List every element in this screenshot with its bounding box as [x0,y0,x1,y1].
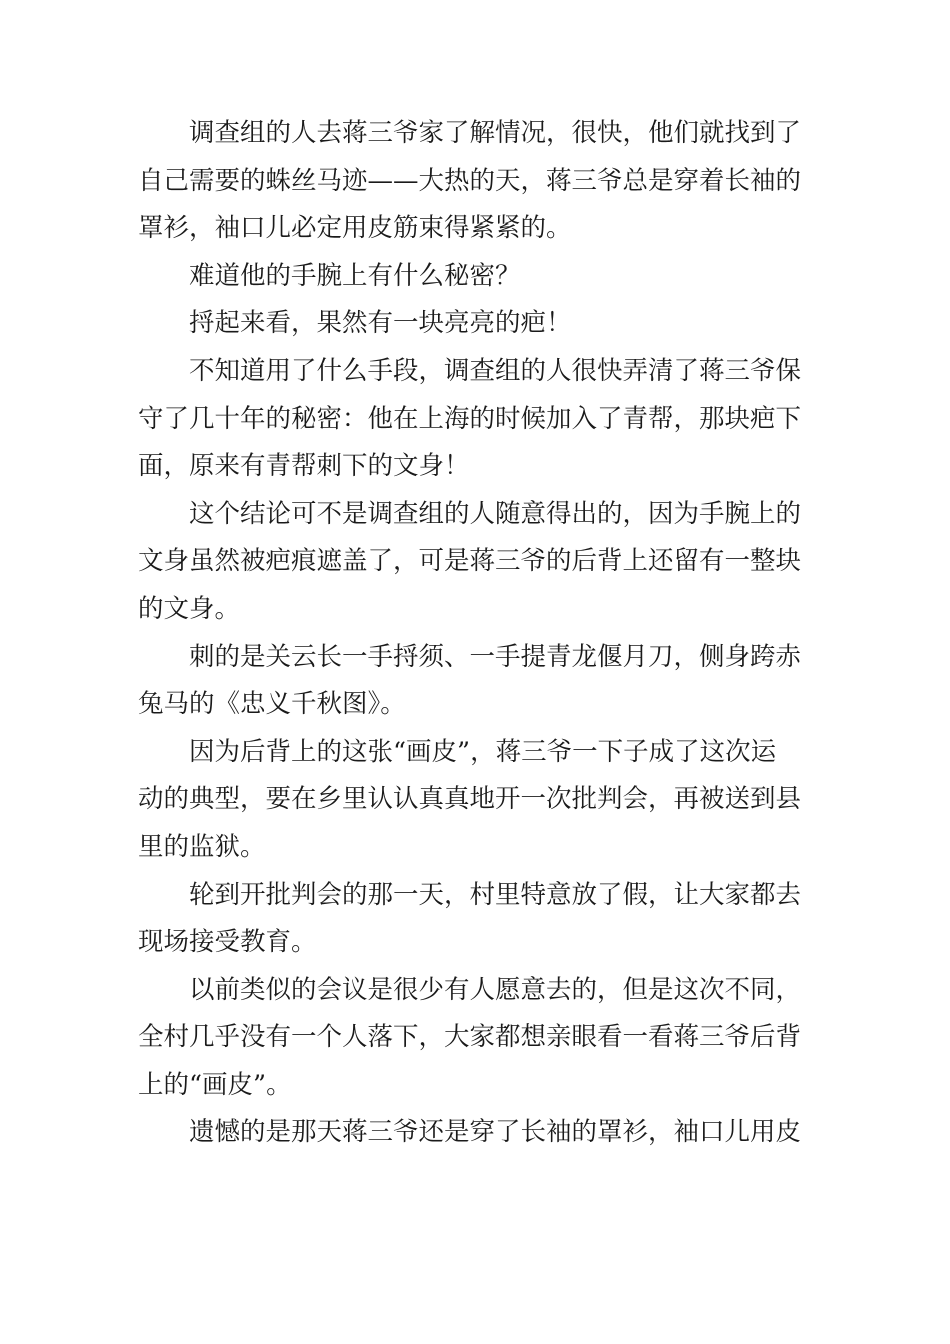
paragraph [138,348,818,491]
document-page [138,110,818,1157]
paragraph [138,253,818,301]
text-line: 兔马的《忠义千秋图》。 [138,689,406,720]
text-line: 这个结论可不是调查组的人随意得出的，因为手腕上的 [189,498,802,529]
text-line: 现场接受教育。 [138,927,317,958]
paragraph [138,967,818,1110]
text-line: 遗憾的是那天蒋三爷还是穿了长袖的罩衫，袖口儿用皮 [189,1117,802,1148]
text-line: 动的典型，要在乡里认认真真地开一次批判会，再被送到县 [138,784,802,815]
text-line: 难道他的手腕上有什么秘密？ [189,260,521,291]
paragraph [138,634,818,729]
text-line: 全村几乎没有一个人落下，大家都想亲眼看一看蒋三爷后背 [138,1022,802,1053]
paragraph [138,1109,818,1157]
paragraph [138,491,818,634]
paragraph [138,872,818,967]
text-line: 自己需要的蛛丝马迹——大热的天，蒋三爷总是穿着长袖的 [138,165,802,196]
text-line: 的文身。 [138,593,241,624]
text-line: 文身虽然被疤痕遮盖了，可是蒋三爷的后背上还留有一整块 [138,546,802,577]
text-line: 守了几十年的秘密：他在上海的时候加入了青帮，那块疤下 [138,403,802,434]
text-line: 罩衫，袖口儿必定用皮筋束得紧紧的。 [138,213,572,244]
text-line: 以前类似的会议是很少有人愿意去的，但是这次不同， [189,974,802,1005]
text-line: 调查组的人去蒋三爷家了解情况，很快，他们就找到了 [189,118,802,148]
text-line: 轮到开批判会的那一天，村里特意放了假，让大家都去 [189,879,802,910]
text-line: 刺的是关云长一手捋须、一手提青龙偃月刀，侧身跨赤 [189,641,802,672]
paragraph [138,729,818,872]
text-line: 里的监狱。 [138,831,266,862]
text-line: 捋起来看，果然有一块亮亮的疤！ [189,308,572,339]
text-line: 因为后背上的这张“画皮”，蒋三爷一下子成了这次运 [189,736,777,767]
text-line: 不知道用了什么手段，调查组的人很快弄清了蒋三爷保 [189,355,802,386]
paragraph [138,300,818,348]
text-line: 面，原来有青帮刺下的文身！ [138,451,470,482]
text-line: 上的“画皮”。 [138,1069,292,1100]
paragraph [138,110,818,253]
